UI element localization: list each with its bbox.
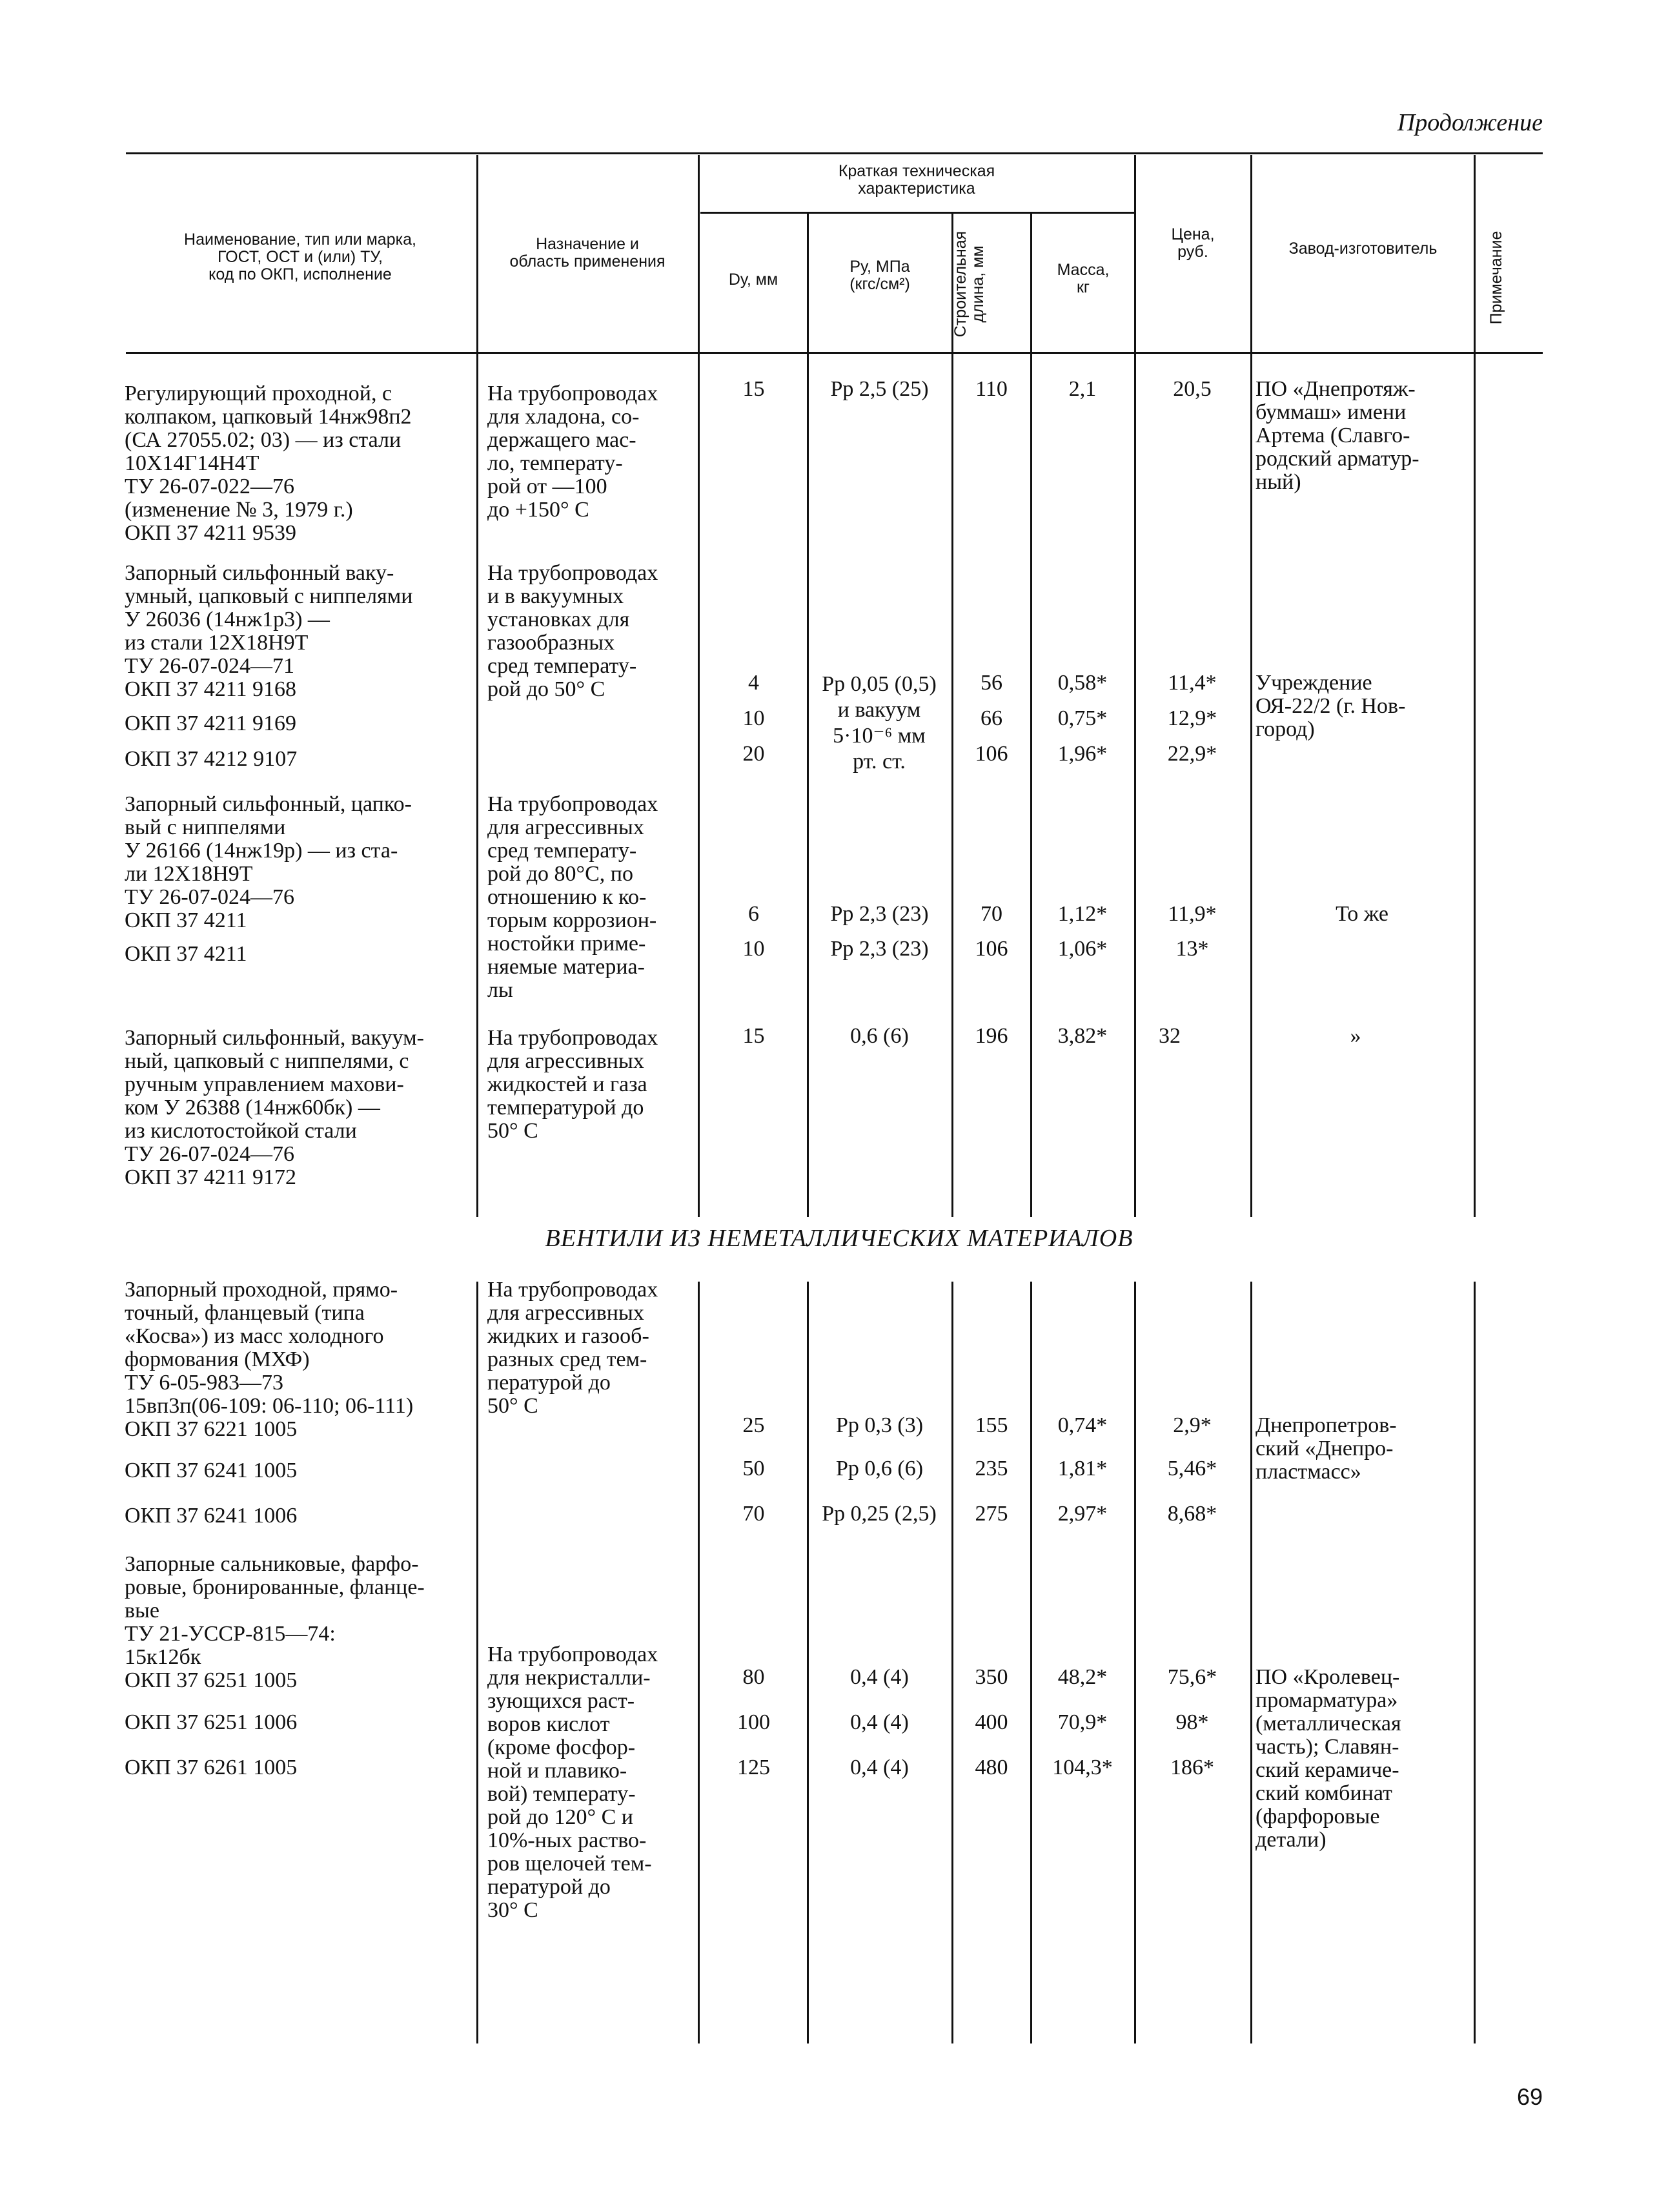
row4-pu: 0,6 (6) (850, 1024, 909, 1048)
row5-okp2: ОКП 37 6241 1005 (125, 1459, 298, 1482)
row3-length2: 106 (975, 937, 1008, 961)
row6-mass3: 104,3* (1052, 1756, 1113, 1779)
header-du: Dу, мм (728, 271, 778, 289)
row5-length2: 235 (975, 1457, 1008, 1480)
row3-length1: 70 (981, 902, 1002, 926)
header-note: Примечание (1487, 230, 1505, 325)
row3-okp2: ОКП 37 4211 (125, 942, 247, 966)
row2-length3: 106 (975, 742, 1008, 766)
row2-maker: Учреждение ОЯ-22/2 (г. Нов- город) (1255, 671, 1406, 741)
row6-price3: 186* (1170, 1756, 1214, 1779)
row5-du3: 70 (742, 1502, 765, 1526)
row5-mass2: 1,81* (1057, 1457, 1108, 1480)
row5-length3: 275 (975, 1502, 1008, 1526)
row6-maker: ПО «Кролевец- промарматура» (металлическая часть); Славян- ский керамиче- ский комбинат (фарфоровые детали) (1255, 1665, 1401, 1852)
row6-mass2: 70,9* (1057, 1710, 1108, 1734)
row1-maker: ПО «Днепротяж- буммаш» имени Артема (Славго- родский арматур- ный) (1255, 377, 1419, 494)
row5-price3: 8,68* (1167, 1502, 1217, 1526)
row2-mass2: 0,75* (1057, 706, 1108, 730)
header-mass: Масса, кг (1057, 261, 1110, 296)
tech-sub-rule (700, 212, 1134, 214)
section-title: ВЕНТИЛИ ИЗ НЕМЕТАЛЛИЧЕСКИХ МАТЕРИАЛОВ (545, 1225, 1133, 1252)
col-divider-6 (1134, 155, 1136, 1217)
col-divider-1b (476, 1282, 478, 2043)
row2-price3: 22,9* (1167, 742, 1217, 766)
row2-price1: 11,4* (1168, 671, 1217, 695)
col-divider-5b (1030, 1282, 1032, 2043)
row5-maker: Днепропетров- ский «Днепро- пластмасс» (1255, 1413, 1397, 1484)
row6-mass1: 48,2* (1057, 1665, 1108, 1689)
row6-du1: 80 (742, 1665, 765, 1689)
row2-pu: Pр 0,05 (0,5) и вакуум 5·10⁻⁶ мм рт. ст. (822, 672, 937, 773)
row2-okp2: ОКП 37 4211 9169 (125, 712, 297, 735)
col-divider-6b (1134, 1282, 1136, 2043)
row2-mass1: 0,58* (1057, 671, 1108, 695)
row3-du2: 10 (742, 937, 765, 961)
row6-pu1: 0,4 (4) (850, 1665, 909, 1689)
row6-price1: 75,6* (1167, 1665, 1217, 1689)
row5-length1: 155 (975, 1413, 1008, 1437)
row3-maker: То же (1336, 902, 1388, 926)
row1-du: 15 (742, 377, 765, 401)
row6-du2: 100 (737, 1710, 770, 1734)
row5-price1: 2,9* (1173, 1413, 1212, 1437)
row2-purpose: На трубопроводах и в вакуумных установках для газообразных сред температу- рой до 50° С (487, 561, 658, 701)
row4-maker: » (1350, 1024, 1361, 1048)
row1-length: 110 (975, 377, 1008, 401)
col-divider-2b (698, 1282, 700, 2043)
row2-length2: 66 (981, 706, 1002, 730)
header-tech: Краткая техническая характеристика (838, 162, 995, 198)
row5-pu1: Pр 0,3 (3) (835, 1413, 924, 1437)
row1-purpose: На трубопроводах для хладона, со- держащего мас- ло, температу- рой от —100 до +150° С (487, 382, 658, 522)
row5-okp3: ОКП 37 6241 1006 (125, 1504, 298, 1528)
header-bottom-rule (126, 352, 1543, 354)
row2-du3: 20 (742, 742, 765, 766)
row3-pu1: Pр 2,3 (23) (830, 902, 929, 926)
col-divider-4b (951, 1282, 953, 2043)
row6-du3: 125 (737, 1756, 770, 1779)
row6-name: Запорные сальниковые, фарфо- ровые, бронированные, фланце- вые ТУ 21-УССР-815—74: 15к12бк ОКП 37 6251 1005 (125, 1552, 425, 1692)
row1-pu: Pр 2,5 (25) (830, 377, 929, 401)
row6-okp3: ОКП 37 6261 1005 (125, 1756, 298, 1779)
row4-purpose: На трубопроводах для агрессивных жидкостей и газа температурой до 50° С (487, 1026, 658, 1143)
row3-price1: 11,9* (1168, 902, 1217, 926)
row5-name: Запорный проходной, прямо- точный, фланцевый (типа «Косва») из масс холодного формования (МХФ) ТУ 6-05-983—73 15вп3п(06-109: 06-110; 06-111) ОКП 37 6221 1005 (125, 1278, 414, 1441)
row2-du2: 10 (742, 706, 765, 730)
row6-length1: 350 (975, 1665, 1008, 1689)
row3-du1: 6 (748, 902, 759, 926)
row5-pu2: Pр 0,6 (6) (835, 1457, 924, 1480)
row4-length: 196 (975, 1024, 1008, 1048)
row4-mass: 3,82* (1057, 1024, 1108, 1048)
row3-mass1: 1,12* (1057, 902, 1108, 926)
col-divider-7b (1250, 1282, 1252, 2043)
row5-price2: 5,46* (1167, 1457, 1217, 1480)
row5-du2: 50 (742, 1457, 765, 1480)
row2-mass3: 1,96* (1057, 742, 1108, 766)
row2-price2: 12,9* (1167, 706, 1217, 730)
row5-pu3: Pр 0,25 (2,5) (822, 1502, 937, 1526)
col-divider-7 (1250, 155, 1252, 1217)
row2-length1: 56 (981, 671, 1002, 695)
row4-name: Запорный сильфонный, вакуум- ный, цапковый с ниппелями, с ручным управлением махови- ком У 26388 (14нж60бк) — из кислотостойкой стали ТУ 26-07-024—76 ОКП 37 4211 9172 (125, 1026, 424, 1189)
row6-length2: 400 (975, 1710, 1008, 1734)
row4-du: 15 (742, 1024, 765, 1048)
row5-purpose: На трубопроводах для агрессивных жидких и газооб- разных сред тем- пературой до 50° С (487, 1278, 658, 1418)
col-divider-2 (698, 155, 700, 1217)
row2-du1: 4 (748, 671, 759, 695)
row3-pu2: Pр 2,3 (23) (830, 937, 929, 961)
col-divider-3b (807, 1282, 809, 2043)
col-divider-1 (476, 155, 478, 1217)
row5-mass1: 0,74* (1057, 1413, 1108, 1437)
row6-pu2: 0,4 (4) (850, 1710, 909, 1734)
page-number: 69 (1516, 2084, 1543, 2110)
row1-name: Регулирующий проходной, с колпаком, цапковый 14нж98п2 (СА 27055.02; 03) — из стали 10Х14Г14Н4Т ТУ 26-07-022—76 (изменение № 3, 1979 г.) ОКП 37 4211 9539 (125, 382, 412, 545)
row6-pu3: 0,4 (4) (850, 1756, 909, 1779)
header-pu: Pу, МПа (кгс/см²) (849, 258, 910, 293)
row2-okp3: ОКП 37 4212 9107 (125, 747, 298, 771)
row6-okp2: ОКП 37 6251 1006 (125, 1710, 298, 1734)
table-top-rule (126, 152, 1543, 154)
row4-price: 32 (1159, 1024, 1181, 1048)
row5-du1: 25 (742, 1413, 765, 1437)
row3-mass2: 1,06* (1057, 937, 1108, 961)
header-name: Наименование, тип или марка, ГОСТ, ОСТ и (или) ТУ, код по ОКП, исполнение (184, 230, 416, 283)
header-price: Цена, руб. (1171, 225, 1215, 261)
row6-length3: 480 (975, 1756, 1008, 1779)
row2-name: Запорный сильфонный ваку- умный, цапковый с ниппелями У 26036 (14нж1р3) — из стали 12Х18Н9Т ТУ 26-07-024—71 ОКП 37 4211 9168 (125, 561, 413, 701)
row6-price2: 98* (1175, 1710, 1209, 1734)
col-divider-8 (1474, 155, 1476, 1217)
continuation-label: Продолжение (1397, 109, 1543, 136)
row3-purpose: На трубопроводах для агрессивных сред температу- рой до 80°С, по отношению к ко- торым коррозион- ностойки приме- няемые материа- лы (487, 792, 658, 1002)
row5-mass3: 2,97* (1057, 1502, 1108, 1526)
row6-purpose: На трубопроводах для некристалли- зующихся раст- воров кислот (кроме фосфор- ной и плавико- вой) температу- рой до 120° С и 10%-ных раство- ров щелочей тем- пературой до 30° С (487, 1643, 658, 1922)
row3-price2: 13* (1175, 937, 1209, 961)
row1-price: 20,5 (1173, 377, 1212, 401)
col-divider-4 (951, 213, 953, 1217)
header-purpose: Назначение и область применения (509, 235, 666, 271)
col-divider-8b (1474, 1282, 1476, 2043)
col-divider-5 (1030, 213, 1032, 1217)
header-length: Строительная длина, мм (951, 230, 987, 338)
row1-mass: 2,1 (1068, 377, 1097, 401)
header-maker: Завод-изготовитель (1288, 240, 1438, 258)
row3-name: Запорный сильфонный, цапко- вый с ниппелями У 26166 (14нж19р) — из ста- ли 12Х18Н9Т ТУ 26-07-024—76 ОКП 37 4211 (125, 792, 412, 932)
